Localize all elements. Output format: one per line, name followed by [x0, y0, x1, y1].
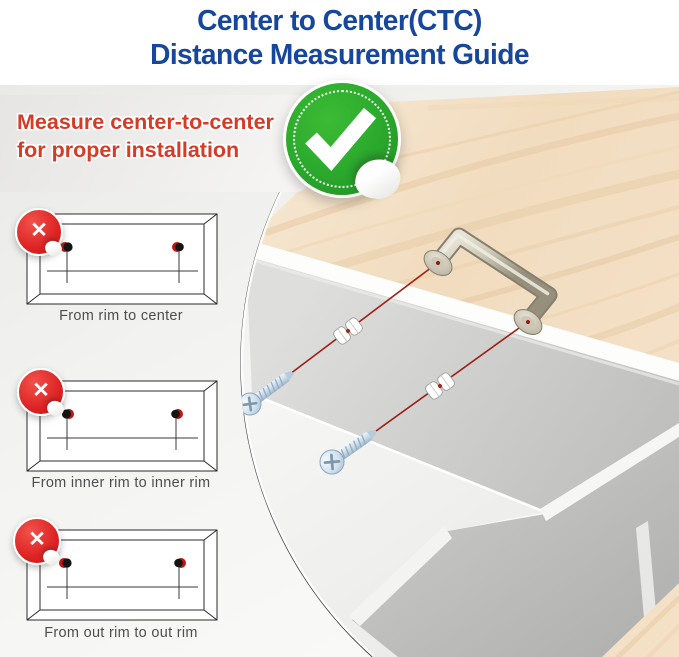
cross-icon: ✕ [30, 219, 48, 242]
cross-badge [17, 368, 65, 416]
cross-badge [13, 517, 61, 565]
diagram-rim-to-center [0, 213, 250, 333]
diagram-caption: From rim to center [59, 308, 183, 324]
cross-badge [15, 208, 63, 256]
callout-banner [0, 95, 310, 192]
title-line-2: Distance Measurement Guide [150, 38, 529, 71]
diagram-caption: From inner rim to inner rim [31, 475, 211, 491]
cross-icon: ✕ [32, 379, 50, 402]
callout-line-2: for proper installation [17, 137, 240, 162]
diagram-caption: From out rim to out rim [44, 625, 198, 641]
title-line-1: Center to Center(CTC) [197, 5, 482, 37]
diagram-out-rim-to-out-rim [0, 529, 250, 649]
diagram-inner-rim-to-inner-rim [0, 380, 250, 500]
check-badge [283, 80, 401, 198]
cross-icon: ✕ [28, 528, 46, 551]
callout-line-1: Measure center-to-center [17, 110, 274, 134]
